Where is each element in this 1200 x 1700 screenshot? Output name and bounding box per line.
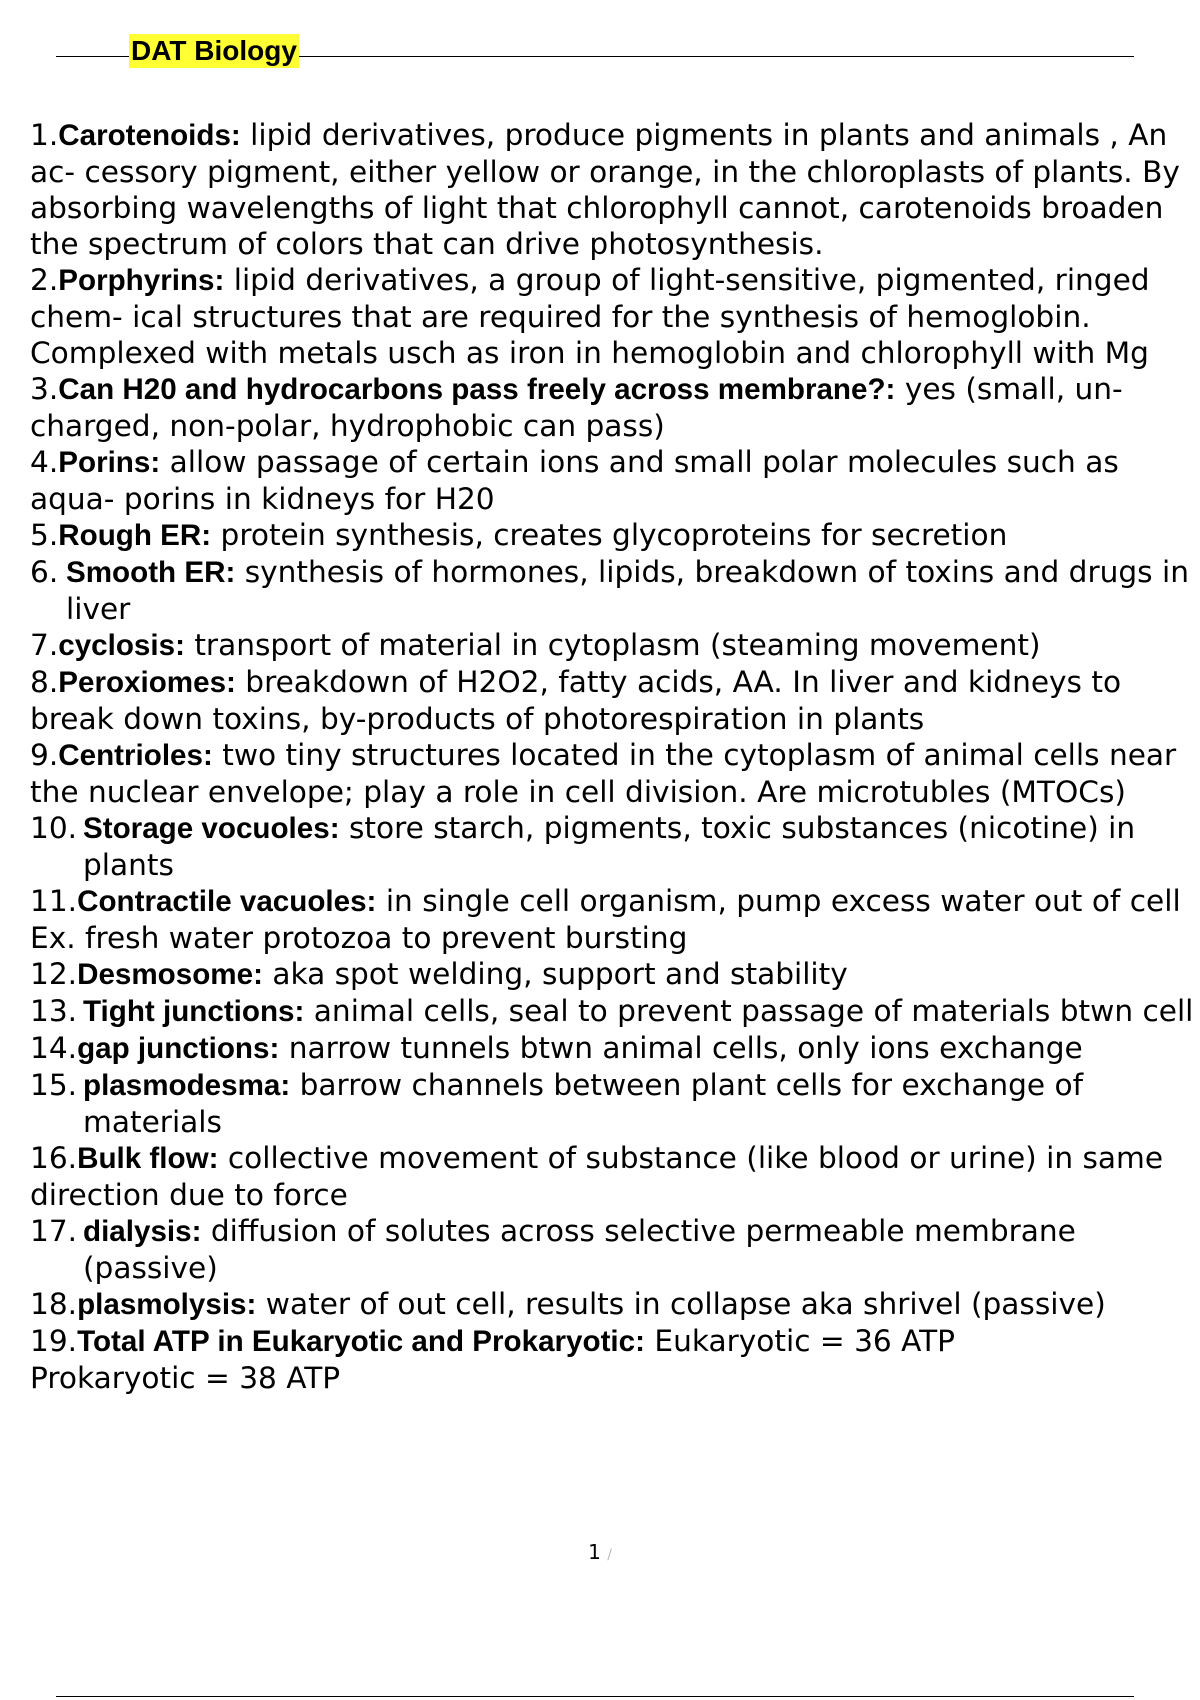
- item-term: plasmolysis:: [77, 1288, 257, 1321]
- item-number: 6.: [30, 555, 59, 589]
- item-number: 19.: [30, 1324, 78, 1358]
- item-number: 10.: [30, 811, 78, 845]
- item-definition: yes (small, un- charged, non-polar, hydrophobic can pass): [30, 372, 1123, 443]
- item-definition: allow passage of certain ions and small polar molecules such as aqua- porins in kidneys for H20: [30, 445, 1119, 516]
- item-definition: two tiny structures located in the cytoplasm of animal cells near the nuclear envelope; play a role in cell division. Are microtubles (MTOCs): [30, 738, 1177, 809]
- page-number-suffix: /: [607, 1547, 612, 1563]
- item-number: 17.: [30, 1214, 78, 1248]
- list-item-3: [30, 371, 1198, 444]
- item-definition: water of out cell, results in collapse aka shrivel (passive): [256, 1287, 1106, 1321]
- item-term: Carotenoids:: [58, 119, 241, 152]
- item-definition: animal cells, seal to prevent passage of materials btwn cell: [304, 994, 1194, 1028]
- item-definition: synthesis of hormones, lipids, breakdown of toxins and drugs in liver: [66, 555, 1189, 626]
- list-item-6: [30, 554, 1198, 627]
- item-number: 11.: [30, 884, 78, 918]
- list-item-5: [30, 517, 1198, 554]
- item-number: 7.: [30, 628, 59, 662]
- item-number: 16.: [30, 1141, 78, 1175]
- item-definition-line2: Prokaryotic = 38 ATP: [30, 1361, 341, 1395]
- item-term: plasmodesma:: [83, 1069, 291, 1102]
- item-definition: narrow tunnels btwn animal cells, only ions exchange: [279, 1031, 1083, 1065]
- list-item-8: [30, 664, 1198, 737]
- item-number: 9.: [30, 738, 59, 772]
- item-number: 5.: [30, 518, 59, 552]
- item-term: cyclosis:: [58, 629, 185, 662]
- item-number: 13.: [30, 994, 78, 1028]
- page-header: [56, 30, 1134, 72]
- list-item-19: [30, 1323, 1198, 1396]
- item-number: 12.: [30, 957, 78, 991]
- item-number: 8.: [30, 665, 59, 699]
- item-number: 2.: [30, 263, 59, 297]
- item-term: Contractile vacuoles:: [77, 885, 377, 918]
- item-number: 1.: [30, 118, 59, 152]
- item-number: 4.: [30, 445, 59, 479]
- list-item-16: [30, 1140, 1198, 1213]
- list-item-7: [30, 627, 1198, 664]
- item-definition: collective movement of substance (like blood or urine) in same direction due to force: [30, 1141, 1164, 1212]
- item-term: Can H20 and hydrocarbons pass freely across membrane?:: [58, 373, 896, 406]
- item-term: Bulk flow:: [77, 1142, 219, 1175]
- item-definition: aka spot welding, support and stability: [262, 957, 848, 991]
- item-number: 14.: [30, 1031, 78, 1065]
- item-term: gap junctions:: [77, 1032, 280, 1065]
- list-item-9: [30, 737, 1198, 810]
- item-definition: diffusion of solutes across selective permeable membrane (passive): [83, 1214, 1076, 1285]
- item-number: 3.: [30, 372, 59, 406]
- list-item-2: [30, 262, 1198, 371]
- item-definition: barrow channels between plant cells for exchange of materials: [83, 1068, 1084, 1139]
- item-term: Centrioles:: [58, 739, 213, 772]
- item-term: Porins:: [58, 446, 161, 479]
- item-term: Total ATP in Eukaryotic and Prokaryotic:: [77, 1325, 645, 1358]
- item-term: Peroxiomes:: [58, 666, 236, 699]
- page-number-value: 1: [588, 1540, 601, 1564]
- item-number: 18.: [30, 1287, 78, 1321]
- list-item-14: [30, 1030, 1198, 1067]
- list-item-17: [30, 1213, 1198, 1286]
- item-number: 15.: [30, 1068, 78, 1102]
- item-term: Smooth ER:: [66, 556, 236, 589]
- list-item-18: [30, 1286, 1198, 1323]
- item-term: Rough ER:: [58, 519, 212, 552]
- footer-rule: [56, 1696, 1134, 1697]
- list-item-13: [30, 993, 1198, 1030]
- list-item-10: [30, 810, 1198, 883]
- page-number: [0, 1540, 1200, 1564]
- item-definition: breakdown of H2O2, fatty acids, AA. In liver and kidneys to break down toxins, by-products of photorespiration in plants: [30, 665, 1122, 736]
- item-definition: transport of material in cytoplasm (steaming movement): [184, 628, 1041, 662]
- list-item-1: [30, 117, 1198, 262]
- item-term: Tight junctions:: [83, 995, 305, 1028]
- list-item-4: [30, 444, 1198, 517]
- item-definition: Eukaryotic = 36 ATP: [644, 1324, 956, 1358]
- item-definition: in single cell organism, pump excess water out of cell Ex. fresh water protozoa to prevent bursting: [30, 884, 1181, 955]
- flashcard-list: [30, 117, 1198, 1396]
- item-term: Porphyrins:: [58, 264, 225, 297]
- list-item-12: [30, 956, 1198, 993]
- list-item-11: [30, 883, 1198, 956]
- list-item-15: [30, 1067, 1198, 1140]
- header-title: DAT Biology: [131, 35, 297, 66]
- item-definition: lipid derivatives, produce pigments in plants and animals , An ac- cessory pigment, either yellow or orange, in the chloroplasts of plants. By absorbing wavelengths of light that chlorophyll cannot, carotenoids broaden the spectrum of colors that can drive photosynthesis.: [30, 118, 1180, 261]
- item-definition: store starch, pigments, toxic substances (nicotine) in plants: [83, 811, 1136, 882]
- item-term: dialysis:: [83, 1215, 202, 1248]
- item-definition: protein synthesis, creates glycoproteins for secretion: [211, 518, 1008, 552]
- item-term: Storage vocuoles:: [83, 812, 340, 845]
- item-definition: lipid derivatives, a group of light-sensitive, pigmented, ringed chem- ical structures that are required for the synthesis of hemoglobin. Complexed with metals usch as iron in hemoglobin and chlorophyll with Mg: [30, 263, 1150, 370]
- item-term: Desmosome:: [77, 958, 263, 991]
